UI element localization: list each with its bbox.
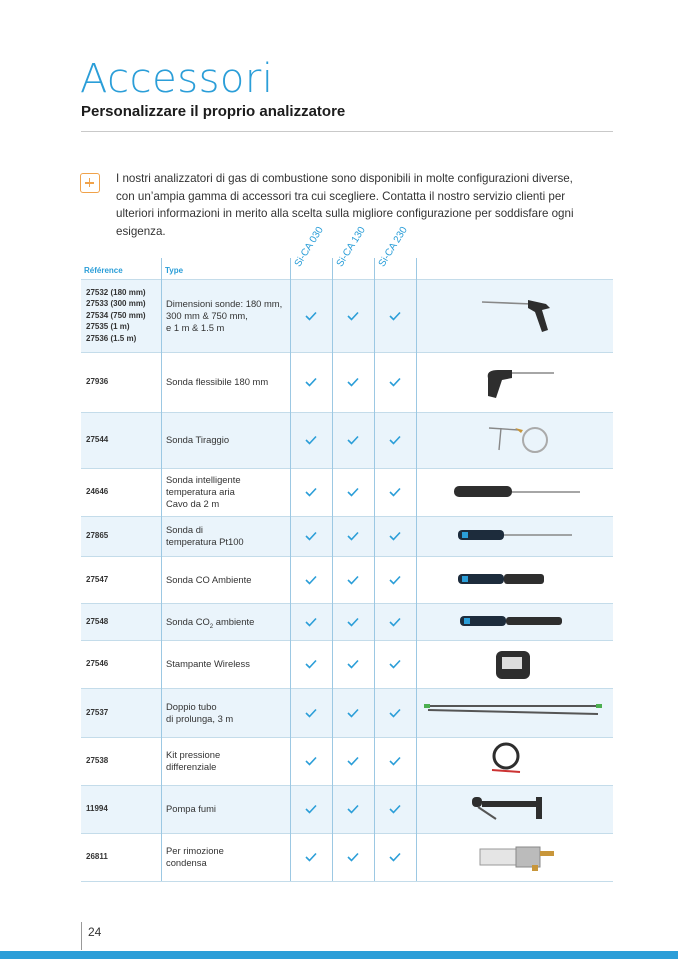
check-icon [347,311,359,321]
column-divider [332,258,333,881]
reference-cell [86,658,108,670]
type-line: Kit pressione [166,749,221,760]
type-line: di prolunga, 3 m [166,712,234,724]
reference-value: 27538 [86,756,109,766]
check-icon [305,531,317,541]
type-line: condensa [166,857,207,868]
type-line: temperatura aria [166,486,235,497]
check-icon [347,531,359,541]
check-icon [305,435,317,445]
column-divider [290,258,291,881]
type-line-tail: ambiente [213,615,255,627]
footer-bar [0,951,678,959]
type-line: e 1 m & 1.5 m [166,321,225,333]
check-icon [389,575,401,585]
column-divider [416,258,417,881]
column-divider [161,258,162,881]
model-header-130: Si-CA 130 [334,224,368,269]
type-cell [166,803,216,815]
reference-cell [86,707,108,719]
type-line: Dimensioni sonde: 180 mm, [166,297,283,309]
probe-pistol-icon [480,296,560,341]
type-header: Type [165,266,184,275]
reference-value: 27535 (1 m) [86,322,130,332]
reference-value: 27936 [86,377,109,387]
reference-cell [86,803,108,815]
check-icon [305,756,317,766]
check-icon [389,804,401,814]
reference-value: 24646 [86,487,109,497]
check-icon [305,708,317,718]
smoke-pump-icon [466,793,556,828]
check-icon [305,311,317,321]
type-line: Stampante Wireless [166,658,250,669]
air-temp-probe-icon [452,482,582,507]
reference-cell [86,530,108,542]
type-line: Sonda intelligente [166,474,241,485]
type-cell [166,658,250,670]
check-icon [347,377,359,387]
draught-probe-icon [485,418,565,463]
reference-cell [86,574,108,586]
check-icon [347,804,359,814]
type-cell [166,749,220,773]
check-icon [389,659,401,669]
co2-ambient-probe-icon [458,613,568,634]
type-line: Sonda Tiraggio [166,434,230,445]
type-cell [166,616,254,633]
page-title: Accessori [80,56,274,102]
co-ambient-probe-icon [456,571,556,592]
reference-cell [86,486,108,498]
reference-value: 11994 [86,804,108,814]
reference-cell [86,616,108,628]
check-icon [347,487,359,497]
reference-value: 27546 [86,659,109,669]
reference-cell [86,434,108,446]
model-header-230: Si-CA 230 [376,224,410,269]
type-line: Pompa fumi [166,803,217,814]
check-icon [305,804,317,814]
check-icon [389,531,401,541]
check-icon [389,756,401,766]
check-icon [389,487,401,497]
check-icon [347,708,359,718]
reference-value: 27544 [86,435,109,445]
reference-value: 27533 (300 mm) [86,299,146,309]
type-line: Sonda CO [166,615,210,627]
type-line: Per rimozione [166,845,224,856]
reference-value: 27548 [86,616,109,626]
reference-value: 27534 (750 mm) [86,310,146,320]
flexible-probe-icon [478,364,558,409]
check-icon [389,708,401,718]
check-icon [389,377,401,387]
type-cell [166,298,282,334]
type-line: Sonda flessibile 180 mm [166,376,269,387]
check-icon [389,852,401,862]
check-icon [347,575,359,585]
type-line: 300 mm & 750 mm, [166,309,248,321]
reference-value: 27532 (180 mm) [86,287,146,297]
check-icon [347,435,359,445]
reference-value: 27536 (1.5 m) [86,333,137,343]
type-cell [166,524,244,548]
check-icon [389,435,401,445]
page-number: 24 [88,925,102,939]
type-line: Sonda CO Ambiente [166,573,252,585]
check-icon [305,377,317,387]
reference-cell [86,851,108,863]
check-icon [305,659,317,669]
reference-cell [86,376,108,388]
type-cell [166,376,268,388]
plus-icon [80,173,100,193]
reference-value: 27547 [86,574,109,584]
page-subtitle: Personalizzare il proprio analizzatore [81,103,346,120]
reference-value: 27865 [86,531,109,541]
intro-text: I nostri analizzatori di gas di combustione sono disponibili in molte configurazioni diverse, con un’ampia gamma di accessori tra cui scegliere. Contatta il nostro servizio clienti per ulteriori informazioni in merito alla scelta sulla migliore configurazione per soddisfare ogni esigenza. [116,172,574,238]
check-icon [305,852,317,862]
type-line: Sonda di [166,524,204,535]
check-icon [389,311,401,321]
type-cell [166,574,251,586]
check-icon [305,575,317,585]
pressure-kit-icon [482,740,526,785]
type-line: temperatura Pt100 [166,536,244,547]
pt100-probe-icon [456,527,576,548]
row-divider [81,881,613,882]
type-line: Doppio tubo [166,700,217,712]
type-subscript: 2 [209,623,214,630]
reference-value: 27537 [86,707,109,717]
type-cell [166,434,229,446]
check-icon [347,756,359,766]
type-line: differenziale [166,761,217,772]
divider [81,131,613,132]
type-cell [166,845,224,869]
footer-divider [81,922,82,950]
check-icon [305,617,317,627]
check-icon [347,852,359,862]
check-icon [305,487,317,497]
check-icon [389,617,401,627]
printer-icon [492,647,536,688]
check-icon [347,659,359,669]
extension-tube-icon [424,702,604,727]
reference-cell [86,287,146,345]
reference-cell [86,755,108,767]
type-cell [166,701,233,725]
reference-header: Référence [84,266,123,275]
condensate-trap-icon [478,843,562,878]
column-divider [374,258,375,881]
check-icon [347,617,359,627]
type-line: Cavo da 2 m [166,498,220,509]
type-cell [166,474,241,510]
model-header-030: Si-CA 030 [292,224,326,269]
reference-value: 26811 [86,852,108,862]
